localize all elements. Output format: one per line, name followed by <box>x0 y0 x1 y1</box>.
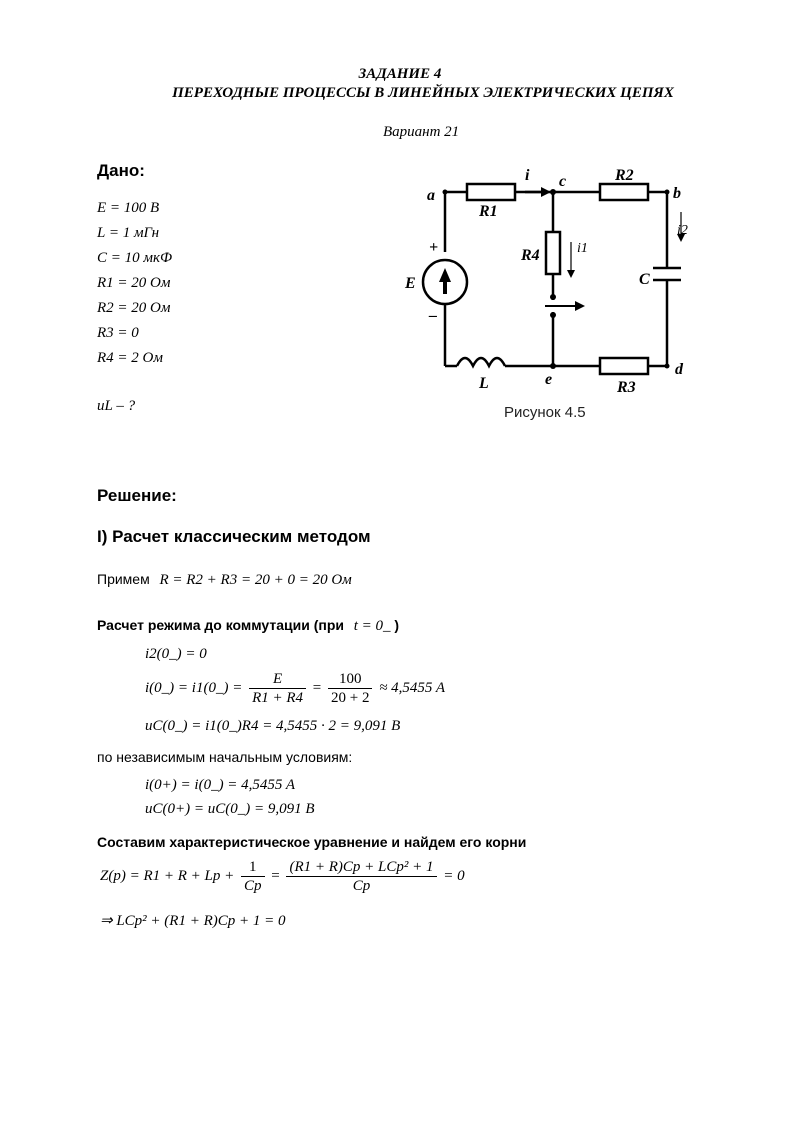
characteristic-title: Составим характеристическое уравнение и найдем его корни <box>97 834 527 850</box>
task-topic: ПЕРЕХОДНЫЕ ПРОЦЕССЫ В ЛИНЕЙНЫХ ЭЛЕКТРИЧЕСКИХ ЦЕПЯХ <box>172 85 674 101</box>
given-title: Дано: <box>97 161 145 180</box>
given-line: E = 100 В <box>97 200 160 216</box>
node-d-label: d <box>675 361 683 378</box>
plus-label: + <box>429 239 439 256</box>
node-c-label: c <box>559 173 567 190</box>
given-line: R3 = 0 <box>97 325 139 341</box>
inductor-l <box>457 358 505 366</box>
resistor-r2 <box>600 184 648 200</box>
section-classical: I) Расчет классическим методом <box>97 527 371 546</box>
given-line: L = 1 мГн <box>97 225 160 241</box>
equation-z: Z(p) = R1 + R + Lp + $\frac{1}{Cp}$ = $\frac{\text{(R1 + R)Cp + LCp² + 1}}{Cp}$ = 0 <box>100 859 465 894</box>
current-arrow-i <box>541 187 551 197</box>
switch-arrow <box>575 301 585 311</box>
equation: i2(0_) = 0 <box>145 646 207 662</box>
independent-conditions: по независимым начальным условиям: <box>97 749 353 765</box>
equation-characteristic: ⇒ LCp² + (R1 + R)Cp + 1 = 0 <box>100 913 286 929</box>
source-arrow <box>439 268 451 282</box>
figure-caption: Рисунок 4.5 <box>504 404 586 421</box>
node-c-dot <box>550 189 556 195</box>
given-line: R1 = 20 Ом <box>97 275 171 291</box>
resistor-r4 <box>546 232 560 274</box>
given-line: C = 10 мкФ <box>97 250 173 266</box>
given-line: R2 = 20 Ом <box>97 300 171 316</box>
resistor-r3 <box>600 358 648 374</box>
r2-label: R2 <box>615 167 634 184</box>
task-title: ЗАДАНИЕ 4 <box>358 66 442 82</box>
node-e-label: e <box>545 371 553 388</box>
accept-equation: Примем R = R2 + R3 = 20 + 0 = 20 Ом <box>97 571 352 588</box>
i1-label: i1 <box>577 241 588 256</box>
r4-label: R4 <box>521 247 540 264</box>
pre-commutation-title: Расчет режима до коммутации (при t = 0_ ) <box>97 617 399 634</box>
given-unknown: uL – ? <box>97 398 136 414</box>
i2-label: i2 <box>677 223 688 238</box>
equation: i(0+) = i(0_) = 4,5455 A <box>145 777 296 793</box>
node-a-label: a <box>427 187 435 204</box>
r3-label: R3 <box>617 379 636 396</box>
l-label: L <box>479 375 489 392</box>
i-label: i <box>525 167 530 184</box>
e-label: E <box>405 275 416 292</box>
solution-title: Решение: <box>97 486 177 505</box>
r1-label: R1 <box>479 203 498 220</box>
given-line: R4 = 2 Ом <box>97 350 163 366</box>
c-label: C <box>639 271 650 288</box>
circuit-diagram <box>395 160 705 440</box>
resistor-r1 <box>467 184 515 200</box>
variant-label: Вариант 21 <box>383 124 460 140</box>
node-e-dot <box>550 363 556 369</box>
equation: uC(0_) = i1(0_)R4 = 4,5455 · 2 = 9,091 B <box>145 718 401 734</box>
node-b-label: b <box>673 185 681 202</box>
minus-label: – <box>429 307 437 324</box>
equation: i(0_) = i1(0_) = $\frac{E}{R1 + R4}$ = $\frac{100}{20 + 2}$ ≈ 4,5455 A <box>145 671 446 706</box>
equation: uC(0+) = uC(0_) = 9,091 B <box>145 801 315 817</box>
